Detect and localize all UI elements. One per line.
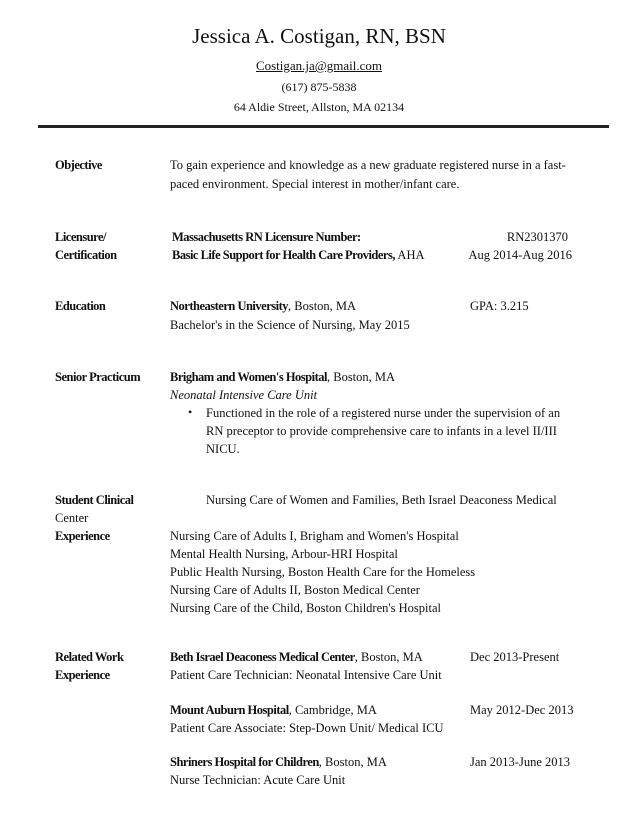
section-label-work-experience: Experience <box>55 668 110 682</box>
job-employer-line <box>170 703 377 718</box>
contact-address: 64 Aldie Street, Allston, MA 02134 <box>233 100 405 114</box>
section-label-experience: Experience <box>55 529 110 543</box>
certification-dates: Aug 2014-Aug 2016 <box>468 248 572 262</box>
section-label-certification: Certification <box>55 248 117 262</box>
education-school: Northeastern University <box>170 299 288 313</box>
job-employer-line <box>170 755 387 770</box>
job-location: , Boston, MA <box>354 650 423 664</box>
header-divider <box>38 125 609 128</box>
job-employer: Shriners Hospital for Children <box>170 755 319 769</box>
certification-org: AHA <box>394 248 425 262</box>
practicum-location: , Boston, MA <box>326 370 396 384</box>
email-link[interactable]: Costigan.ja@gmail.com <box>255 58 383 73</box>
section-label-clinical: Student Clinical <box>55 493 134 507</box>
job-employer: Mount Auburn Hospital <box>170 703 289 717</box>
job-dates: Dec 2013-Present <box>470 650 560 664</box>
clinical-item: Public Health Nursing, Boston Health Care for the Homeless <box>170 565 476 579</box>
education-degree: Bachelor's in the Science of Nursing, May 2015 <box>170 318 410 332</box>
objective-line-2: paced environment. Special interest in mother/infant care. <box>170 177 460 191</box>
clinical-center-wrap: Center <box>55 511 89 525</box>
resume-name: Jessica A. Costigan, RN, BSN <box>192 24 446 48</box>
clinical-item: Nursing Care of Women and Families, Beth Israel Deaconess Medical <box>206 493 557 507</box>
practicum-bullet-line-3: NICU. <box>206 442 240 456</box>
practicum-bullet-line-2: RN preceptor to provide comprehensive care to infants in a level II/III <box>206 424 557 438</box>
clinical-item: Nursing Care of the Child, Boston Children's Hospital <box>170 601 441 615</box>
practicum-hospital-line <box>170 370 395 385</box>
practicum-hospital: Brigham and Women's Hospital <box>170 370 327 384</box>
practicum-unit: Neonatal Intensive Care Unit <box>170 388 318 402</box>
job-employer-line <box>170 650 423 665</box>
job-employer: Beth Israel Deaconess Medical Center <box>170 650 355 664</box>
license-title: Massachusetts RN Licensure Number: <box>172 230 361 244</box>
section-label-practicum: Senior Practicum <box>55 370 141 384</box>
section-label-licensure: Licensure/ <box>55 230 107 244</box>
job-role: Patient Care Technician: Neonatal Intensive Care Unit <box>170 668 442 682</box>
bullet-icon: • <box>188 405 193 419</box>
education-school-line <box>170 299 356 314</box>
objective-line-1: To gain experience and knowledge as a new graduate registered nurse in a fast- <box>170 158 566 172</box>
certification-title: Basic Life Support for Health Care Providers, <box>172 248 395 262</box>
section-label-education: Education <box>55 299 106 313</box>
job-location: , Boston, MA <box>318 755 387 769</box>
job-dates: May 2012-Dec 2013 <box>470 703 574 717</box>
job-role: Nurse Technician: Acute Care Unit <box>170 773 346 787</box>
certification-line <box>172 248 425 263</box>
education-location: , Boston, MA <box>288 299 357 313</box>
section-label-work: Related Work <box>55 650 124 664</box>
job-location: , Cambridge, MA <box>288 703 377 717</box>
contact-phone: (617) 875-5838 <box>281 80 357 94</box>
job-role: Patient Care Associate: Step-Down Unit/ Medical ICU <box>170 721 444 735</box>
practicum-bullet-line-1: Functioned in the role of a registered nurse under the supervision of an <box>206 406 561 420</box>
job-dates: Jan 2013-June 2013 <box>470 755 570 769</box>
clinical-item: Nursing Care of Adults II, Boston Medical Center <box>170 583 420 597</box>
clinical-item: Nursing Care of Adults I, Brigham and Women's Hospital <box>170 529 459 543</box>
education-gpa: GPA: 3.215 <box>470 299 529 313</box>
clinical-item: Mental Health Nursing, Arbour-HRI Hospital <box>170 547 398 561</box>
contact-email-line <box>0 58 638 74</box>
section-label-objective: Objective <box>55 158 102 172</box>
license-number: RN2301370 <box>506 230 568 244</box>
